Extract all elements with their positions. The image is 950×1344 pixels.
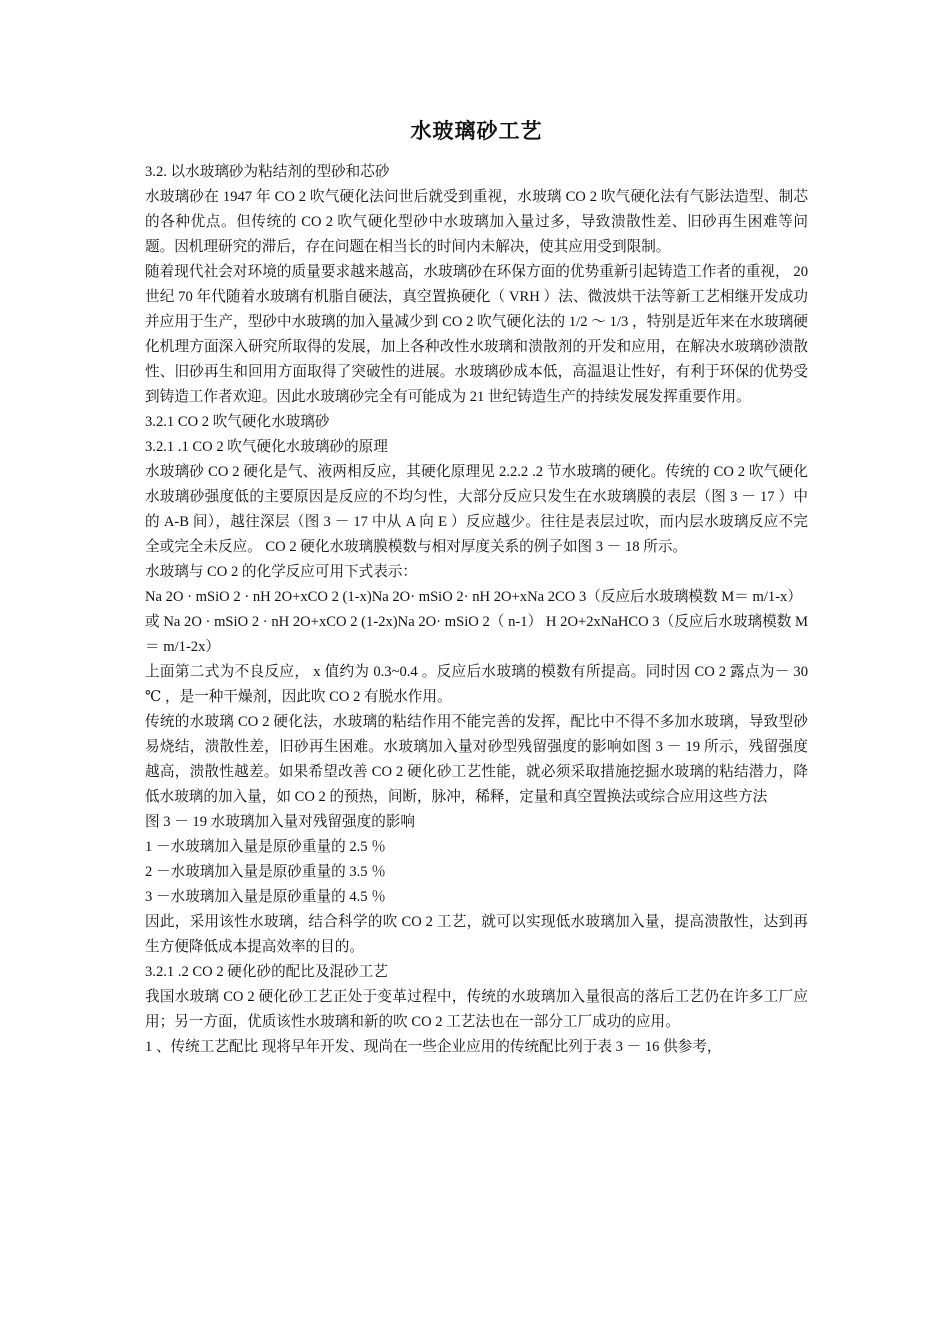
figure-legend-item: 3 －水玻璃加入量是原砂重量的 4.5 ％: [145, 889, 386, 905]
section-heading: 3.2. 以水玻璃砂为粘结剂的型砂和芯砂: [145, 164, 390, 180]
paragraph: 传统的水玻璃 CO 2 硬化法，水玻璃的粘结作用不能完善的发挥，配比中不得不多加水玻璃，导致型砂易烧结，溃散性差，旧砂再生困难。水玻璃加入量对砂型残留强度的影响如图 3 － 19 所示，残留强度越高，溃散性越差。如果希望改善 CO 2 硬化砂工艺性能，就必须采取措施挖掘水玻璃的粘结潜力，降低水玻璃的加入量，如 CO 2 的预热，间断，脉冲，稀释，定量和真空置换法或综合应用这些方法: [145, 714, 808, 805]
figure-legend-item: 1 －水玻璃加入量是原砂重量的 2.5 ％: [145, 839, 386, 855]
equation-line: 或 Na 2O · mSiO 2 · nH 2O+xCO 2 (1-2x)Na 2O· mSiO 2（ n-1） H 2O+2xNaHCO 3（反应后水玻璃模数 M＝ m/1-2x）: [145, 614, 808, 655]
paragraph: 水玻璃砂 CO 2 硬化是气、液两相反应，其硬化原理见 2.2.2 .2 节水玻璃的硬化。传统的 CO 2 吹气硬化水玻璃砂强度低的主要原因是反应的不均匀性，大部分反应只发生在水玻璃膜的表层（图 3 － 17 ）中的 A-B 间），越往深层（图 3 － 17 中从 A 向 E ）反应越少。往往是表层过吹，而内层水玻璃反应不完全或完全未反应。 CO 2 硬化水玻璃膜模数与相对厚度关系的例子如图 3 － 18 所示。: [145, 464, 808, 555]
section-heading: 3.2.1 CO 2 吹气硬化水玻璃砂: [145, 414, 330, 430]
paragraph: 随着现代社会对环境的质量要求越来越高，水玻璃砂在环保方面的优势重新引起铸造工作者的重视， 20 世纪 70 年代随着水玻璃有机脂自硬法，真空置换硬化（ VRH ）法、微波烘干法等新工艺相继开发成功并应用于生产，型砂中水玻璃的加入量减少到 CO 2 吹气硬化法的 1/2 ～ 1/3 ，特别是近年来在水玻璃硬化机理方面深入研究所取得的发展，加上各种改性水玻璃和溃散剂的开发和应用，在解决水玻璃砂溃散性、旧砂再生和回用方面取得了突破性的进展。水玻璃砂成本低，高温退让性好，有利于环保的优势受到铸造工作者欢迎。因此水玻璃砂完全有可能成为 21 世纪铸造生产的持续发展发挥重要作用。: [145, 264, 808, 405]
paragraph: 我国水玻璃 CO 2 硬化砂工艺正处于变革过程中，传统的水玻璃加入量很高的落后工艺仍在许多工厂应用；另一方面，优质该性水玻璃和新的吹 CO 2 工艺法也在一部分工厂成功的应用。: [145, 989, 808, 1030]
section-heading: 3.2.1 .2 CO 2 硬化砂的配比及混砂工艺: [145, 964, 388, 980]
figure-legend-item: 2 －水玻璃加入量是原砂重量的 3.5 ％: [145, 864, 386, 880]
paragraph: 1 、传统工艺配比 现将早年开发、现尚在一些企业应用的传统配比列于表 3 － 16 供参考，: [145, 1039, 722, 1055]
figure-caption: 图 3 － 19 水玻璃加入量对残留强度的影响: [145, 814, 415, 830]
paragraph: 水玻璃砂在 1947 年 CO 2 吹气硬化法问世后就受到重视，水玻璃 CO 2 吹气硬化法有气影法造型、制芯的各种优点。但传统的 CO 2 吹气硬化型砂中水玻璃加入量过多，导致溃散性差、旧砂再生困难等问题。因机理研究的滞后，存在问题在相当长的时间内未解决，使其应用受到限制。: [145, 189, 808, 255]
section-heading: 3.2.1 .1 CO 2 吹气硬化水玻璃砂的原理: [145, 439, 388, 455]
paragraph: 水玻璃与 CO 2 的化学反应可用下式表示：: [145, 564, 418, 580]
paragraph: 上面第二式为不良反应， x 值约为 0.3~0.4 。反应后水玻璃的模数有所提高。同时因 CO 2 露点为－ 30 ℃ ，是一种干燥剂，因此吹 CO 2 有脱水作用。: [145, 664, 808, 705]
document-title: 水玻璃砂工艺: [410, 120, 543, 143]
paragraph: 因此，采用该性水玻璃，结合科学的吹 CO 2 工艺，就可以实现低水玻璃加入量，提高溃散性，达到再生方便降低成本提高效率的目的。: [145, 914, 808, 955]
equation-line: Na 2O · mSiO 2 · nH 2O+xCO 2 (1-x)Na 2O· mSiO 2· nH 2O+xNa 2CO 3（反应后水玻璃模数 M＝ m/1-x）: [145, 589, 802, 605]
